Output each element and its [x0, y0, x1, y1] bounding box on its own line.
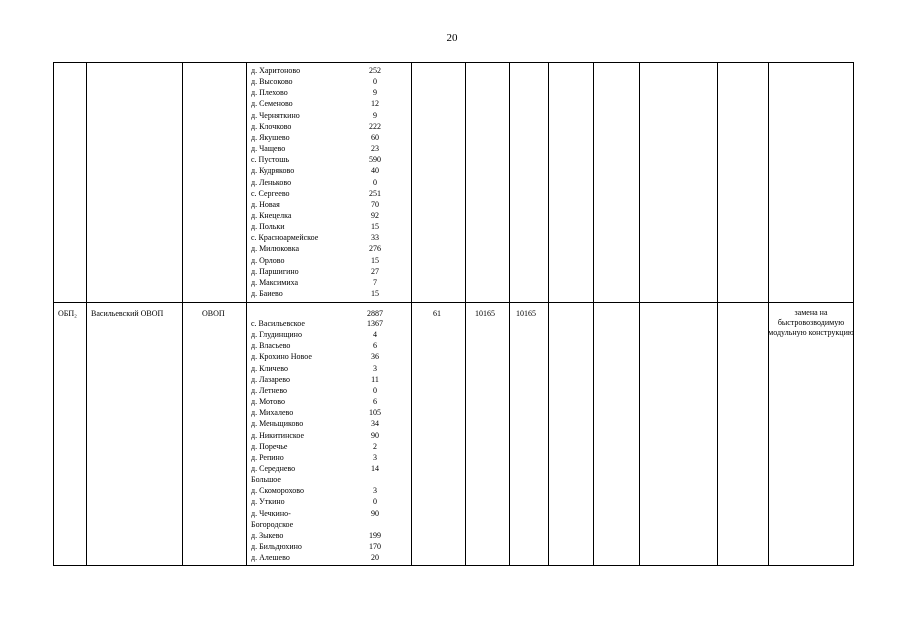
- village-name: д. Семеново: [251, 99, 293, 109]
- village-population: 6: [373, 397, 377, 407]
- village-name: д. Новая: [251, 199, 280, 209]
- village-population: 70: [371, 199, 379, 209]
- village-population: 40: [371, 166, 379, 176]
- village-population: 0: [373, 385, 377, 395]
- village-name: д. Чечкино-: [251, 508, 291, 518]
- village-population: 7: [373, 277, 377, 287]
- village-name: с. Красноармейское: [251, 233, 319, 243]
- village-name: д. Милюковка: [251, 244, 300, 254]
- village-name: д. Мотово: [251, 397, 285, 407]
- village-population: 199: [369, 530, 381, 540]
- village-name: д. Середнево: [251, 463, 296, 473]
- village-population: 15: [371, 222, 379, 232]
- village-name: д. Максимиха: [251, 277, 299, 287]
- village-name: д. Уткино: [251, 497, 285, 507]
- facility-name: Васильевский ОВОП: [91, 309, 164, 318]
- village-population: 92: [371, 210, 379, 220]
- table-top-border: [53, 62, 854, 63]
- village-name: д. Паршигино: [251, 266, 299, 276]
- village-name: д. Орлово: [251, 255, 285, 265]
- column-border: [717, 62, 718, 566]
- value-col8: 10165: [516, 309, 536, 318]
- column-border: [246, 62, 247, 566]
- village-population: 90: [371, 430, 379, 440]
- facility-type: ОВОП: [202, 309, 225, 318]
- facility-code: ОБП₂: [58, 309, 77, 318]
- total-population: 2887: [367, 309, 383, 318]
- village-population: 2: [373, 441, 377, 451]
- village-population: 60: [371, 132, 379, 142]
- village-name: д. Польки: [251, 222, 285, 232]
- village-population: 1367: [367, 319, 383, 328]
- village-name: д. Крохино Новое: [251, 352, 312, 362]
- village-population: 222: [369, 121, 381, 131]
- village-name: д. Кудряково: [251, 166, 295, 176]
- village-name: д. Чащево: [251, 144, 286, 154]
- village-name: д. Меньщиково: [251, 419, 304, 429]
- village-name: Богородское: [251, 519, 294, 529]
- row-divider: [53, 302, 854, 303]
- village-population: 36: [371, 352, 379, 362]
- column-border: [548, 62, 549, 566]
- column-border: [593, 62, 594, 566]
- village-population: 251: [369, 188, 381, 198]
- column-border: [509, 62, 510, 566]
- village-population: 9: [373, 110, 377, 120]
- village-name: д. Леньково: [251, 177, 292, 187]
- value-col7: 10165: [475, 309, 495, 318]
- village-population: 34: [371, 419, 379, 429]
- village-population: 11: [371, 374, 379, 384]
- village-name: д. Плехово: [251, 88, 288, 98]
- village-population: 23: [371, 144, 379, 154]
- village-population: 276: [369, 244, 381, 254]
- village-population: 9: [373, 88, 377, 98]
- village-population: 170: [369, 542, 381, 551]
- column-border: [639, 62, 640, 566]
- village-name: д. Репино: [251, 452, 284, 462]
- village-population: 3: [373, 363, 377, 373]
- village-population: 12: [371, 99, 379, 109]
- village-name: д. Зыкево: [251, 530, 284, 540]
- page-number: 20: [446, 32, 458, 44]
- village-name: д. Якушево: [251, 132, 290, 142]
- village-name: д. Глудинщино: [251, 330, 302, 340]
- column-border: [53, 62, 54, 566]
- village-name: с. Васильевское: [251, 319, 305, 328]
- village-population: 105: [369, 408, 381, 418]
- table-bottom-border: [53, 565, 854, 566]
- village-population: 0: [373, 177, 377, 187]
- village-population: 4: [373, 330, 377, 340]
- note-text: замена на быстровозводимую модульную конструкцию: [768, 308, 854, 337]
- village-name: д. Харитоново: [251, 66, 301, 75]
- village-population: 0: [373, 77, 377, 87]
- village-name: д. Скоморохово: [251, 486, 305, 496]
- village-name: д. Власьево: [251, 341, 291, 351]
- village-population: 0: [373, 497, 377, 507]
- village-population: 33: [371, 233, 379, 243]
- village-population: 14: [371, 463, 379, 473]
- village-name: д. Алешево: [251, 553, 290, 563]
- village-population: 3: [373, 486, 377, 496]
- column-border: [465, 62, 466, 566]
- village-name: д. Высоково: [251, 77, 293, 87]
- village-name: д. Черняткино: [251, 110, 300, 120]
- village-name: д. Лазарево: [251, 374, 291, 384]
- village-name: д. Кнецелка: [251, 210, 292, 220]
- village-name: д. Никитинское: [251, 430, 305, 440]
- village-population: 15: [371, 289, 379, 298]
- village-name: с. Пустошь: [251, 155, 290, 165]
- village-population: 15: [371, 255, 379, 265]
- village-name: д. Поречье: [251, 441, 288, 451]
- village-name: д. Летнево: [251, 385, 288, 395]
- column-border: [86, 62, 87, 566]
- village-name: д. Кличево: [251, 363, 288, 373]
- village-population: 27: [371, 266, 379, 276]
- village-name: д. Клочково: [251, 121, 292, 131]
- village-name: Большое: [251, 475, 281, 485]
- village-name: д. Бильдюхино: [251, 542, 302, 551]
- village-population: 6: [373, 341, 377, 351]
- village-population: 252: [369, 66, 381, 75]
- village-name: д. Баиево: [251, 289, 283, 298]
- village-name: с. Сергеево: [251, 188, 290, 198]
- village-population: 90: [371, 508, 379, 518]
- value-col6: 61: [433, 309, 441, 318]
- village-population: 20: [371, 553, 379, 563]
- village-population: 590: [369, 155, 381, 165]
- village-population: 3: [373, 452, 377, 462]
- column-border: [411, 62, 412, 566]
- village-name: д. Михалево: [251, 408, 294, 418]
- column-border: [182, 62, 183, 566]
